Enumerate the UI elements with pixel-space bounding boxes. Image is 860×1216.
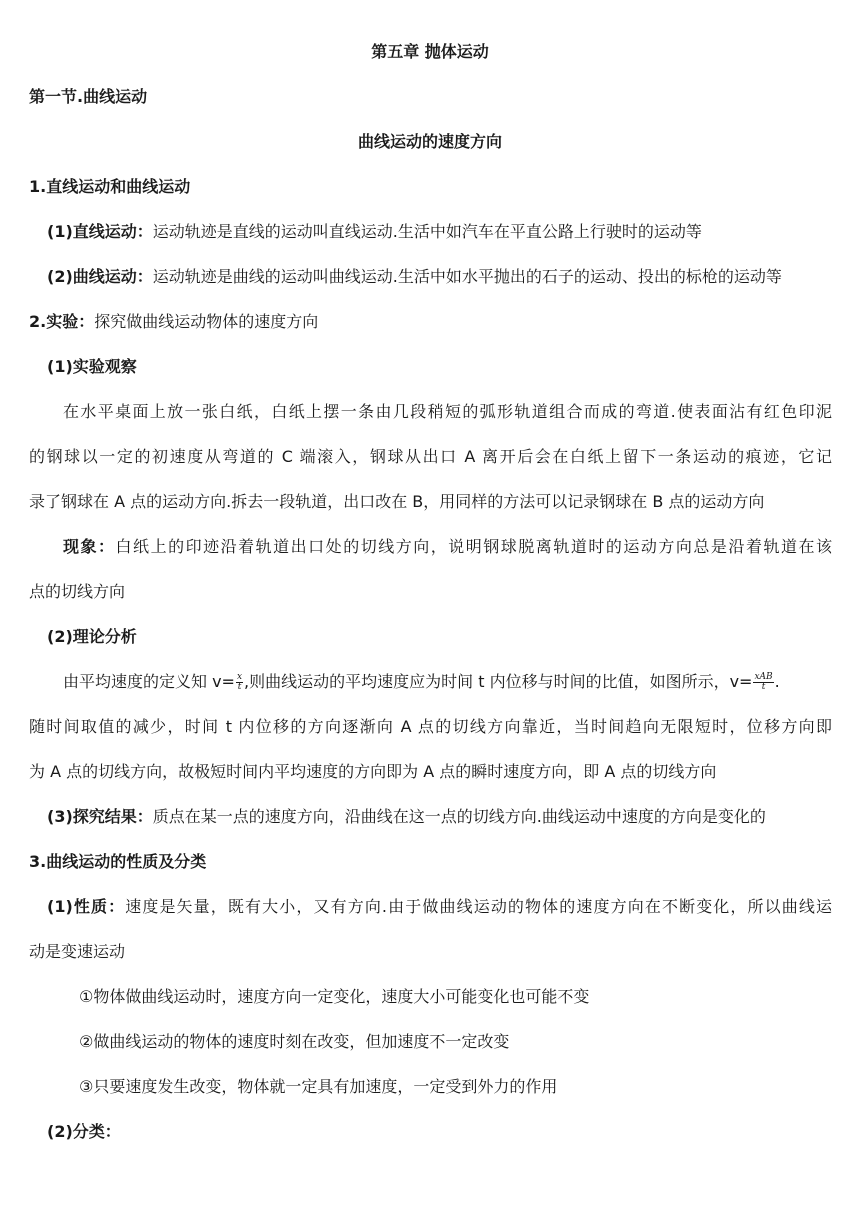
fraction-1-denominator: t: [237, 682, 242, 692]
paragraph-curvilinear-motion: [47, 266, 832, 288]
heading-1: 1.直线运动和曲线运动: [29, 177, 191, 196]
phenomenon-label: 现象：: [63, 537, 116, 556]
subheading-observation: (1)实验观察: [47, 357, 137, 376]
result-text: 质点在某一点的速度方向，沿曲线在这一点的切线方向.曲线运动中速度的方向是变化的: [152, 807, 766, 826]
section-title: 第一节.曲线运动: [29, 87, 148, 106]
property-line-1: [47, 896, 832, 918]
result-label: (3)探究结果：: [47, 807, 153, 826]
theory-text-c: .: [774, 672, 780, 691]
phenomenon-line-2: 点的切线方向: [29, 582, 126, 601]
chapter-title: 第五章 抛体运动: [371, 42, 489, 61]
theory-line-1: [63, 671, 832, 693]
property-text: 速度是矢量，既有大小，又有方向.由于做曲线运动的物体的速度方向在不断变化，所以曲线运: [125, 897, 832, 916]
heading-2-label: 2.实验：: [29, 312, 95, 331]
linear-motion-text: 运动轨迹是直线的运动叫直线运动.生活中如汽车在平直公路上行驶时的运动等: [152, 222, 702, 241]
list-item-3: ③只要速度发生改变，物体就一定具有加速度，一定受到外力的作用: [79, 1077, 558, 1096]
theory-text-b: ,则曲线运动的平均速度应为时间 t 内位移与时间的比值，如图所示，v=: [244, 672, 753, 691]
list-item-2: ②做曲线运动的物体的速度时刻在改变，但加速度不一定改变: [79, 1032, 510, 1051]
fraction-2-numerator: xAB: [754, 672, 773, 682]
fraction-1-numerator: x: [236, 672, 243, 682]
phenomenon-text: 白纸上的印迹沿着轨道出口处的切线方向，说明钢球脱离轨道时的运动方向总是沿着轨道在该: [115, 537, 832, 556]
theory-text-a: 由平均速度的定义知 v=: [63, 672, 235, 691]
experiment-line-1: 在水平桌面上放一张白纸，白纸上摆一条由几段稍短的弧形轨道组合而成的弯道.使表面沾有红色印泥: [63, 402, 832, 421]
topic-title: 曲线运动的速度方向: [357, 132, 502, 151]
paragraph-result: [47, 806, 832, 828]
property-label: (1)性质：: [47, 897, 126, 916]
heading-2: [29, 311, 832, 333]
curvilinear-motion-text: 运动轨迹是曲线的运动叫曲线运动.生活中如水平抛出的石子的运动、投出的标枪的运动等: [152, 267, 782, 286]
phenomenon-line-1: [63, 536, 832, 558]
fraction-xab-over-t: [753, 673, 773, 692]
experiment-line-3: 录了钢球在 A 点的运动方向.拆去一段轨道，出口改在 B，用同样的方法可以记录钢球在 B 点的运动方向: [29, 492, 765, 511]
experiment-line-2: 的钢球以一定的初速度从弯道的 C 端滚入，钢球从出口 A 离开后会在白纸上留下一条运动的痕迹，它记: [29, 447, 832, 466]
list-item-1: ①物体做曲线运动时，速度方向一定变化，速度大小可能变化也可能不变: [79, 987, 590, 1006]
curvilinear-motion-label: (2)曲线运动：: [47, 267, 153, 286]
theory-line-3: 为 A 点的切线方向，故极短时间内平均速度的方向即为 A 点的瞬时速度方向，即 A 点的切线方向: [29, 762, 717, 781]
linear-motion-label: (1)直线运动：: [47, 222, 153, 241]
heading-3: 3.曲线运动的性质及分类: [29, 852, 207, 871]
fraction-2-denominator: t: [761, 682, 766, 692]
subheading-theory: (2)理论分析: [47, 627, 137, 646]
property-line-2: 动是变速运动: [29, 942, 126, 961]
theory-line-2: 随时间取值的减少，时间 t 内位移的方向逐渐向 A 点的切线方向靠近，当时间趋向无限短时，位移方向即: [29, 717, 832, 736]
fraction-x-over-t: [236, 673, 243, 692]
heading-2-text: 探究做曲线运动物体的速度方向: [94, 312, 319, 331]
classification-label: (2)分类：: [47, 1122, 121, 1141]
paragraph-linear-motion: [47, 221, 832, 243]
